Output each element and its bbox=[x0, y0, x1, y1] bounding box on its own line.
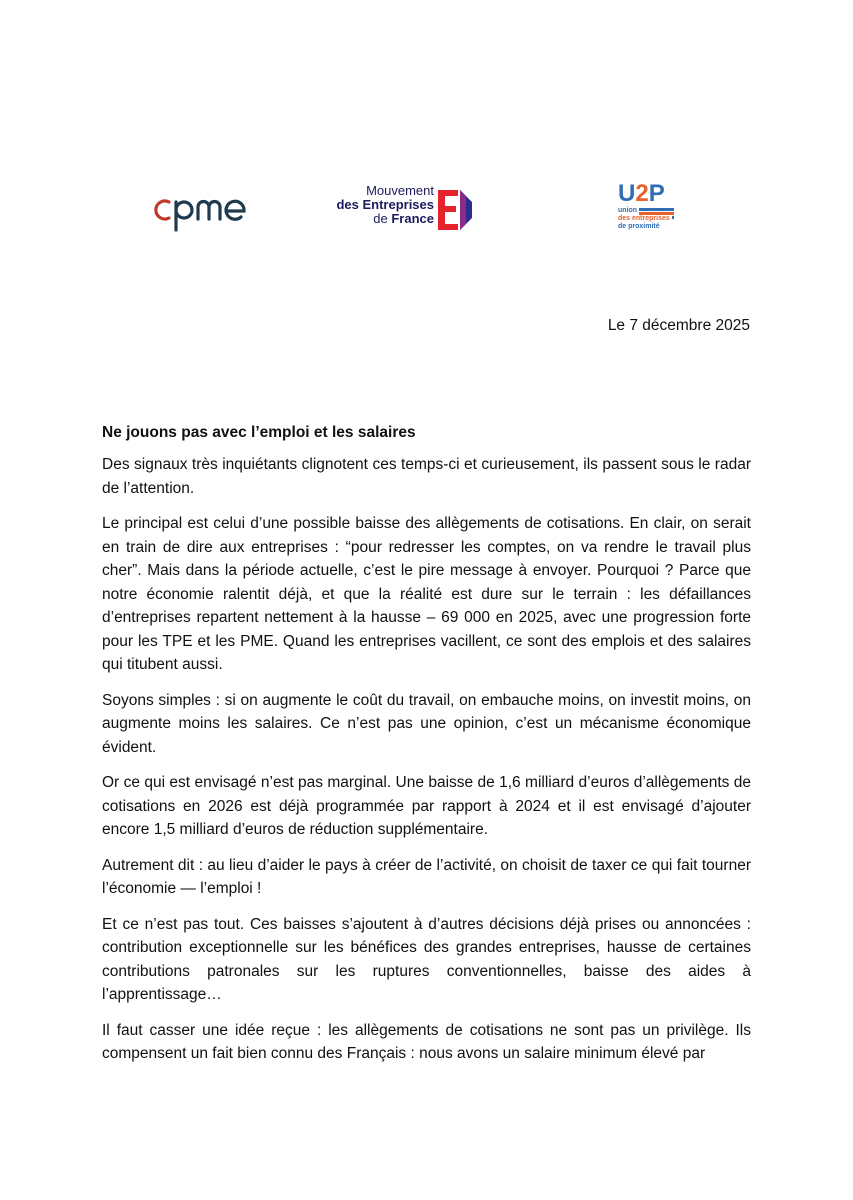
medef-e-mark-icon bbox=[436, 188, 476, 232]
document-date: Le 7 décembre 2025 bbox=[607, 317, 750, 334]
medef-line1: Mouvement bbox=[366, 183, 434, 198]
document-body bbox=[102, 423, 751, 1078]
u2p-subtitle: union des entreprises de proximité bbox=[618, 207, 670, 230]
logos-header bbox=[0, 178, 853, 268]
paragraph: Autrement dit : au lieu d’aider le pays à créer de l’activité, on choisit de taxer ce qui fait tourner l’économie — l’emploi ! bbox=[102, 856, 751, 897]
medef-logo bbox=[318, 184, 480, 236]
paragraph: Le principal est celui d’une possible baisse des allègements de cotisations. En clair, on serait en train de dire aux entreprises : “pour redresser les comptes, on va rendre le travail plus cher”. Mais dans la période actuelle, c’est le pire message à envoyer. Pourquoi ? Parce que notre économie ralentit déjà, et que la réalité est dure sur le terrain : les défaillances d’entreprises repartent nettement à la hausse – 69 000 en 2025, avec une progression forte pour les TPE et les PME. Quand les entreprises vacillent, ce sont des emplois et des salaires qui titubent aussi. bbox=[102, 515, 751, 673]
u2p-logo bbox=[618, 182, 688, 240]
medef-wordmark bbox=[336, 184, 434, 226]
document-title: Ne jouons pas avec l’emploi et les salaires bbox=[102, 424, 416, 441]
medef-line3: de France bbox=[373, 211, 434, 226]
paragraph: Et ce n’est pas tout. Ces baisses s’ajoutent à d’autres décisions déjà prises ou annoncées : contribution exceptionnelle sur les bénéfices des grandes entreprises, hausse de certaines contributions patronales sur les ruptures conventionnelles, baisse des aides à l’apprentissage… bbox=[102, 915, 751, 1003]
paragraph: Or ce qui est envisagé n’est pas marginal. Une baisse de 1,6 milliard d’euros d’allègements de cotisations en 2026 est déjà programmée par rapport à 2024 et il est envisagé d’ajouter encore 1,5 milliard d’euros de réduction supplémentaire. bbox=[102, 774, 751, 838]
medef-line2: des Entreprises bbox=[336, 197, 434, 212]
paragraph: Il faut casser une idée reçue : les allègements de cotisations ne sont pas un privilège. Ils compensent un fait bien connu des Français : nous avons un salaire minimum élevé par bbox=[102, 1021, 751, 1062]
u2p-title: U2P bbox=[618, 180, 665, 207]
cpme-logo bbox=[152, 190, 252, 234]
paragraph: Soyons simples : si on augmente le coût du travail, on embauche moins, on investit moins, on augmente moins les salaires. Ce n’est pas une opinion, c’est un mécanisme économique évident. bbox=[102, 691, 751, 756]
paragraph: Des signaux très inquiétants clignotent ces temps-ci et curieusement, ils passent sous le radar de l’attention. bbox=[102, 456, 751, 497]
